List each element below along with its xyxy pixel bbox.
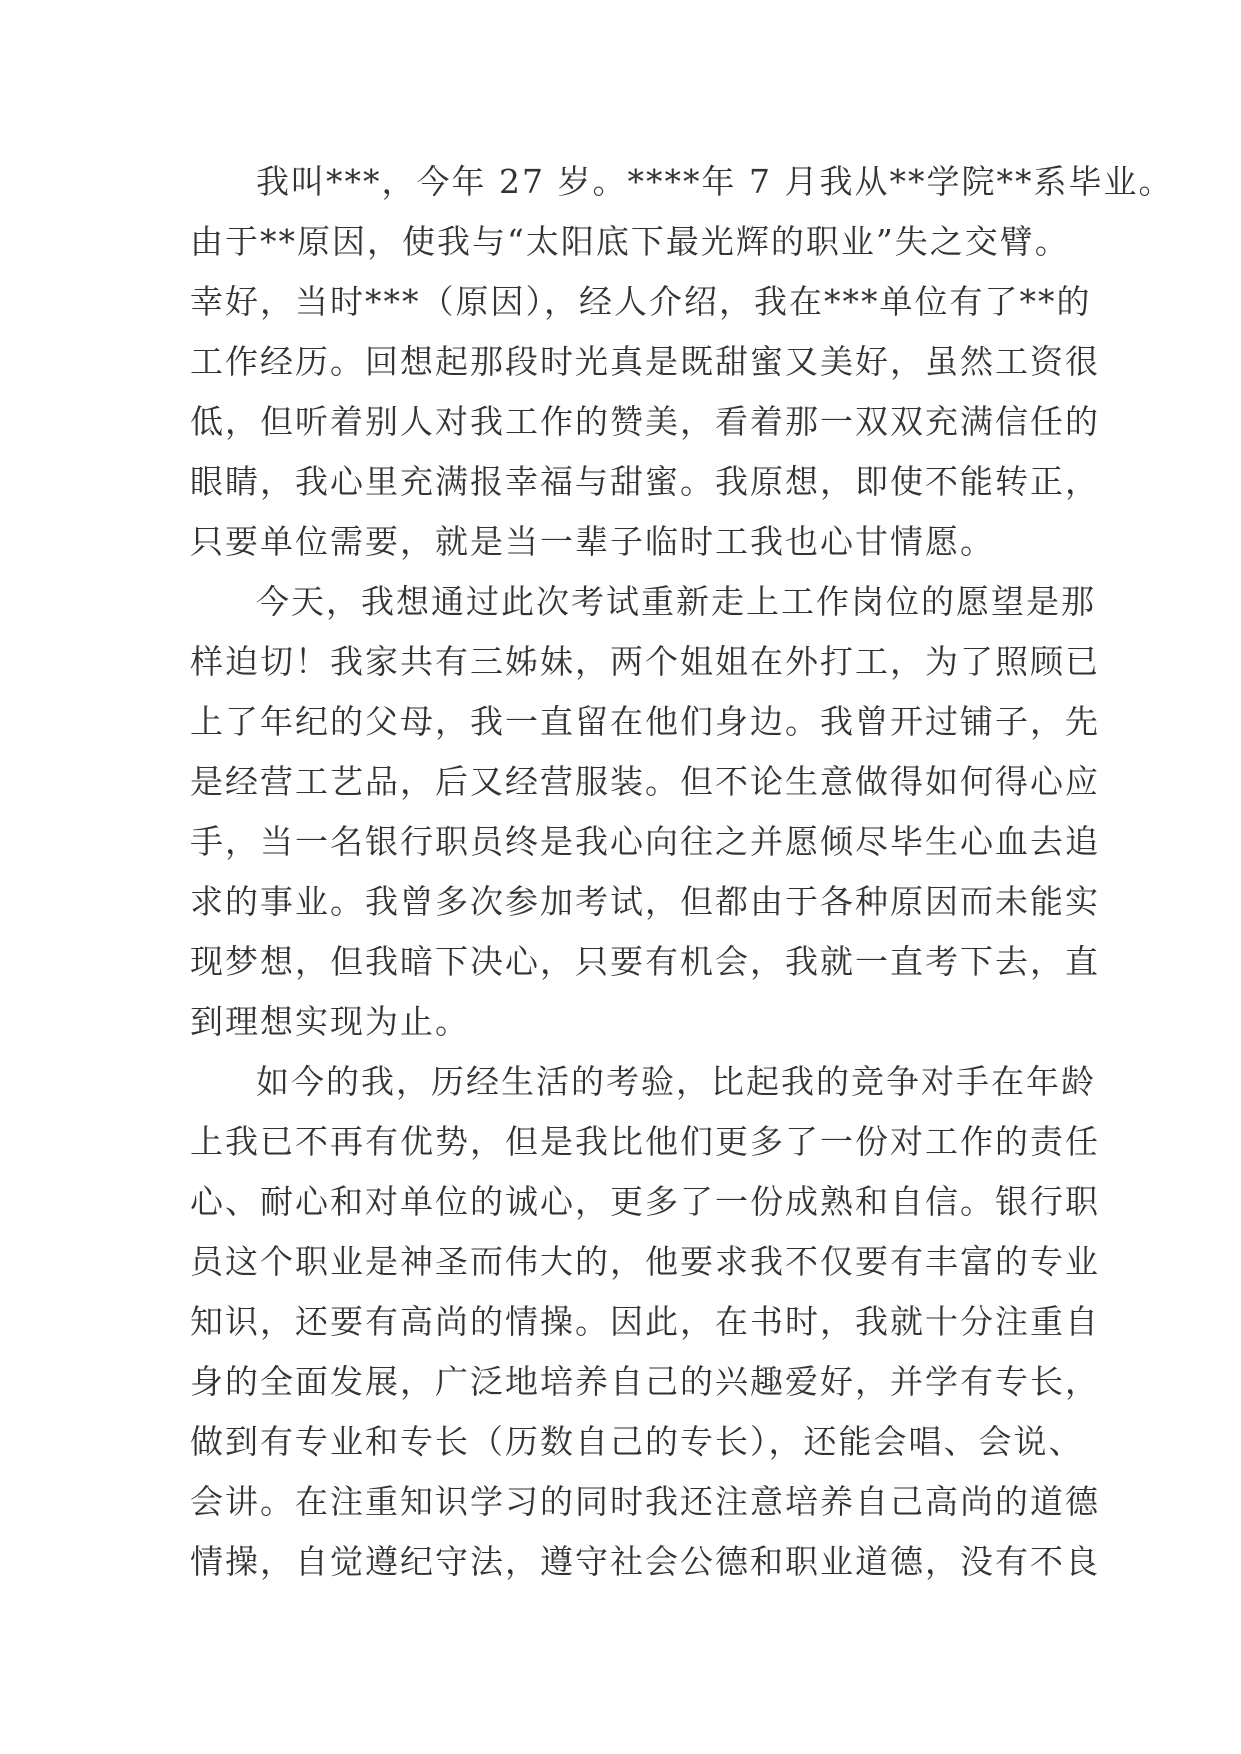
- paragraph-line: 现梦想，但我暗下决心，只要有机会，我就一直考下去，直: [190, 942, 1100, 981]
- paragraph-line: 幸好，当时***（原因），经人介绍，我在***单位有了**的: [190, 282, 1092, 321]
- paragraph-line: 我叫***，今年 27 岁。****年 7 月我从**学院**系毕业。: [256, 162, 1174, 201]
- paragraph-line: 求的事业。我曾多次参加考试，但都由于各种原因而未能实: [190, 882, 1100, 921]
- paragraph-line: 身的全面发展，广泛地培养自己的兴趣爱好，并学有专长，: [190, 1362, 1100, 1401]
- paragraph-line: 只要单位需要，就是当一辈子临时工我也心甘情愿。: [190, 522, 995, 561]
- paragraph-line: 手，当一名银行职员终是我心向往之并愿倾尽毕生心血去追: [190, 822, 1100, 861]
- paragraph-line: 心、耐心和对单位的诚心，更多了一份成熟和自信。银行职: [190, 1182, 1100, 1221]
- paragraph-line: 由于**原因，使我与“太阳底下最光辉的职业”失之交臂。: [190, 222, 1070, 261]
- paragraph-2: [190, 572, 1100, 1052]
- paragraph-3: [190, 1052, 1100, 1592]
- paragraph-line: 员这个职业是神圣而伟大的，他要求我不仅要有丰富的专业: [190, 1242, 1100, 1281]
- paragraph-line: 今天，我想通过此次考试重新走上工作岗位的愿望是那: [256, 582, 1096, 621]
- paragraph-line: 上我已不再有优势，但是我比他们更多了一份对工作的责任: [190, 1122, 1100, 1161]
- paragraph-line: 如今的我，历经生活的考验，比起我的竞争对手在年龄: [256, 1062, 1096, 1101]
- paragraph-line: 是经营工艺品，后又经营服装。但不论生意做得如何得心应: [190, 762, 1100, 801]
- paragraph-line: 眼睛，我心里充满报幸福与甜蜜。我原想，即使不能转正，: [190, 462, 1100, 501]
- paragraph-1: [190, 152, 1174, 572]
- document-body: [190, 152, 1174, 1592]
- paragraph-line: 知识，还要有高尚的情操。因此，在书时，我就十分注重自: [190, 1302, 1100, 1341]
- paragraph-line: 低，但听着别人对我工作的赞美，看着那一双双充满信任的: [190, 402, 1100, 441]
- paragraph-line: 工作经历。回想起那段时光真是既甜蜜又美好，虽然工资很: [190, 342, 1100, 381]
- paragraph-line: 会讲。在注重知识学习的同时我还注意培养自己高尚的道德: [190, 1482, 1100, 1521]
- paragraph-line: 情操，自觉遵纪守法，遵守社会公德和职业道德，没有不良: [190, 1542, 1100, 1581]
- paragraph-line: 到理想实现为止。: [190, 1002, 470, 1041]
- paragraph-line: 样迫切！我家共有三姊妹，两个姐姐在外打工，为了照顾已: [190, 642, 1100, 681]
- paragraph-line: 做到有专业和专长（历数自己的专长），还能会唱、会说、: [190, 1422, 1084, 1461]
- paragraph-line: 上了年纪的父母，我一直留在他们身边。我曾开过铺子，先: [190, 702, 1100, 741]
